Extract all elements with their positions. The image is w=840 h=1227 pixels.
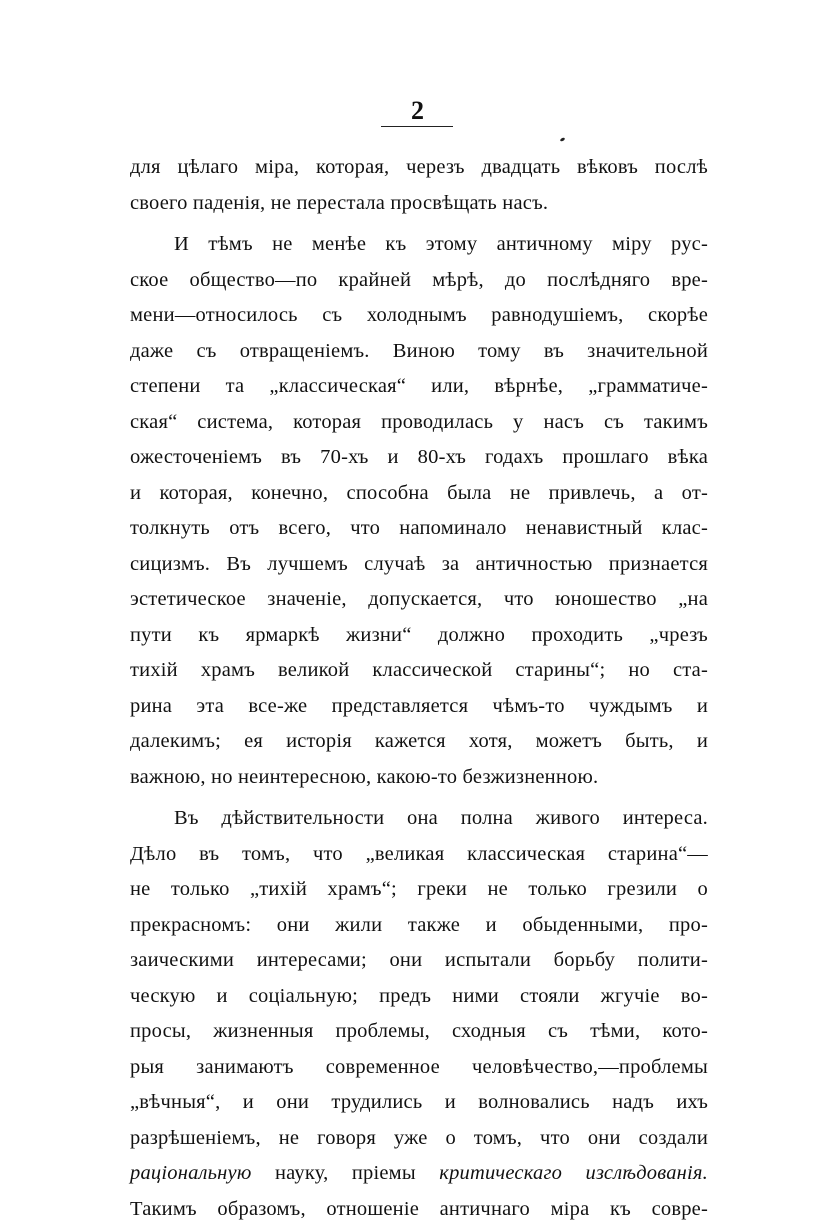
- text-line: заическими интересами; они испытали борьбу полити-: [130, 943, 708, 979]
- text-line: тихій храмъ великой классической старины“; но ста-: [130, 653, 708, 689]
- text-line: даже съ отвращеніемъ. Виною тому въ значительной: [130, 334, 708, 370]
- print-speck: [560, 137, 566, 142]
- text-line: ческую и соціальную; предъ ними стояли жгучіе во-: [130, 979, 708, 1015]
- text-line: эстетическое значеніе, допускается, что юношество „на: [130, 582, 708, 618]
- text-line: ожесточеніемъ въ 70-хъ и 80-хъ годахъ прошлаго вѣка: [130, 440, 708, 476]
- text-line: Такимъ образомъ, отношеніе античнаго міра къ совре-: [130, 1192, 708, 1227]
- text-line: пути къ ярмаркѣ жизни“ должно проходить „чрезъ: [130, 618, 708, 654]
- text-line: разрѣшеніемъ, не говоря уже о томъ, что они создали: [130, 1121, 708, 1157]
- body-text: [130, 150, 708, 1227]
- text-line: рина эта все-же представляется чѣмъ-то чуждымъ и: [130, 689, 708, 725]
- page-number: 2: [378, 96, 458, 126]
- text-line: просы, жизненныя проблемы, сходныя съ тѣми, кото-: [130, 1014, 708, 1050]
- text-line: „вѣчныя“, и они трудились и волновались надъ ихъ: [130, 1085, 708, 1121]
- text-line: рыя занимаютъ современное человѣчество,—проблемы: [130, 1050, 708, 1086]
- italic-term: критическаго изслѣдованія.: [439, 1162, 708, 1184]
- text-line-italic-mixed: [130, 1156, 708, 1192]
- italic-term: раціональную: [130, 1162, 252, 1184]
- text-line: степени та „классическая“ или, вѣрнѣе, „грамматиче-: [130, 369, 708, 405]
- text-line: и которая, конечно, способна была не привлечь, а от-: [130, 476, 708, 512]
- text-line: мени—относилось съ холоднымъ равнодушіемъ, скорѣе: [130, 298, 708, 334]
- text-line: ское общество—по крайней мѣрѣ, до послѣдняго вре-: [130, 263, 708, 299]
- text-line: толкнуть отъ всего, что напоминало ненавистный клас-: [130, 511, 708, 547]
- text-run: науку, пріемы: [252, 1162, 440, 1184]
- text-line: Дѣло въ томъ, что „великая классическая старина“—: [130, 837, 708, 873]
- page-number-rule: [381, 126, 453, 127]
- text-line: сицизмъ. Въ лучшемъ случаѣ за античностью признается: [130, 547, 708, 583]
- text-line: для цѣлаго міра, которая, черезъ двадцать вѣковъ послѣ: [130, 150, 708, 186]
- text-line: прекрасномъ: они жили также и обыденными, про-: [130, 908, 708, 944]
- text-line: ская“ система, которая проводилась у насъ съ такимъ: [130, 405, 708, 441]
- text-line: важною, но неинтересною, какою-то безжизненною.: [130, 760, 708, 796]
- text-line: Въ дѣйствительности она полна живого интереса.: [130, 801, 708, 837]
- text-line: не только „тихій храмъ“; греки не только грезили о: [130, 872, 708, 908]
- text-line: своего паденія, не перестала просвѣщать насъ.: [130, 186, 708, 222]
- text-line: И тѣмъ не менѣе къ этому античному міру рус-: [130, 227, 708, 263]
- text-line: далекимъ; ея исторія кажется хотя, можетъ быть, и: [130, 724, 708, 760]
